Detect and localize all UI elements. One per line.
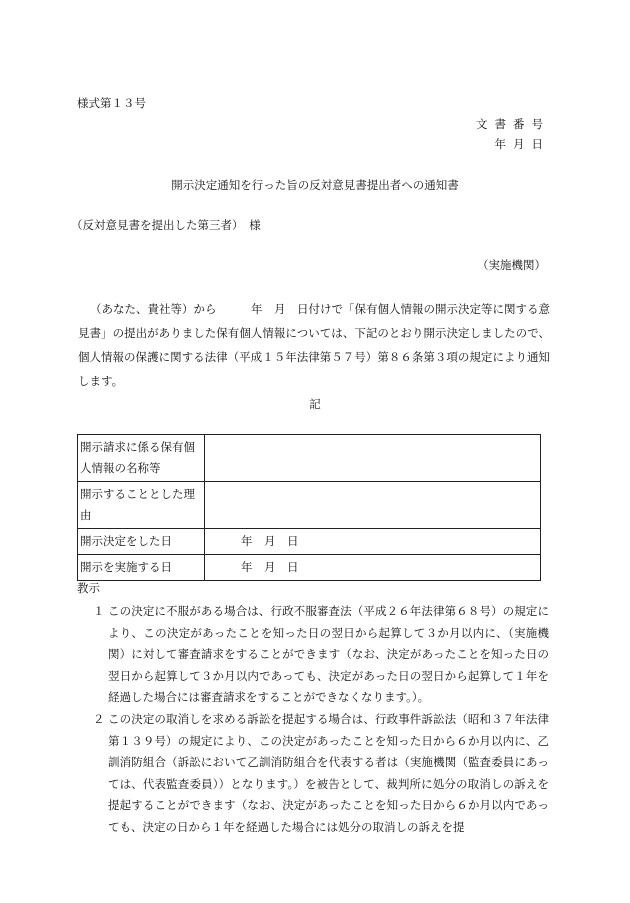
instruction-text: この決定に不服がある場合は、行政不服審査法（平成２６年法律第６８号）の規定により、この決定があったことを知った日の翌日から起算して３か月以内に、（実施機関）に対して審査請求をすることができます（なお、決定があったことを知った日の翌日から起算して３か月以内であっても、決定があった日の翌日から起算して１年を経過した場合には審査請求をすることができなくなります。）。: [108, 604, 549, 704]
table-label: 開示することとした理由: [78, 482, 205, 529]
table-value: [205, 482, 541, 529]
table-label: 開示を実施する日: [78, 555, 205, 581]
table-row: [78, 482, 541, 529]
instruction-item: [77, 709, 549, 838]
instruction-number: １: [93, 604, 105, 618]
implementing-agency: （実施機関）: [477, 258, 546, 272]
ki-heading: 記: [309, 397, 321, 411]
decision-info-table: [77, 434, 541, 581]
document-title: 開示決定通知を行った旨の反対意見書提出者への通知書: [171, 178, 459, 192]
table-label: 開示請求に係る保有個人情報の名称等: [78, 435, 205, 482]
table-value: 年 月 日: [205, 555, 541, 581]
table-value: [205, 435, 541, 482]
table-row: [78, 529, 541, 555]
form-number: 様式第１３号: [77, 96, 146, 110]
table-value: 年 月 日: [205, 529, 541, 555]
addressee: （反対意見書を提出した第三者） 様: [71, 218, 261, 232]
table-row: [78, 555, 541, 581]
table-label: 開示決定をした日: [78, 529, 205, 555]
instruction-text: この決定の取消しを求める訴訟を提起する場合は、行政事件訴訟法（昭和３７年法律第１３９号）の規定により、この決定があったことを知った日から６か月以内に、乙訓消防組合（訴訟において乙訓消防組合を代表する者は（実施機関（監査委員にあっては、代表監査委員））となります。）を被告として、裁判所に処分の取消しの訴えを提起することができます（なお、決定があったことを知った日から６か月以内であっても、決定の日から１年を経過した場合には処分の取消しの訴えを提: [108, 712, 549, 834]
instruction-item: [77, 601, 549, 709]
document-number: 文書番号: [476, 117, 550, 131]
table-row: [78, 435, 541, 482]
instruction-number: ２: [93, 712, 105, 726]
notice-body: （あなた、貴社等）から 年 月 日付けで「保有個人情報の開示決定等に関する意見書」の提出がありました保有個人情報については、下記のとおり開示決定しましたので、個人情報の保護に関する法律（平成１５年法律第５７号）第８６条第３項の規定により通知します。: [78, 302, 550, 388]
document-date: 年月日: [494, 137, 550, 151]
instructions-heading: 教示: [77, 581, 100, 595]
